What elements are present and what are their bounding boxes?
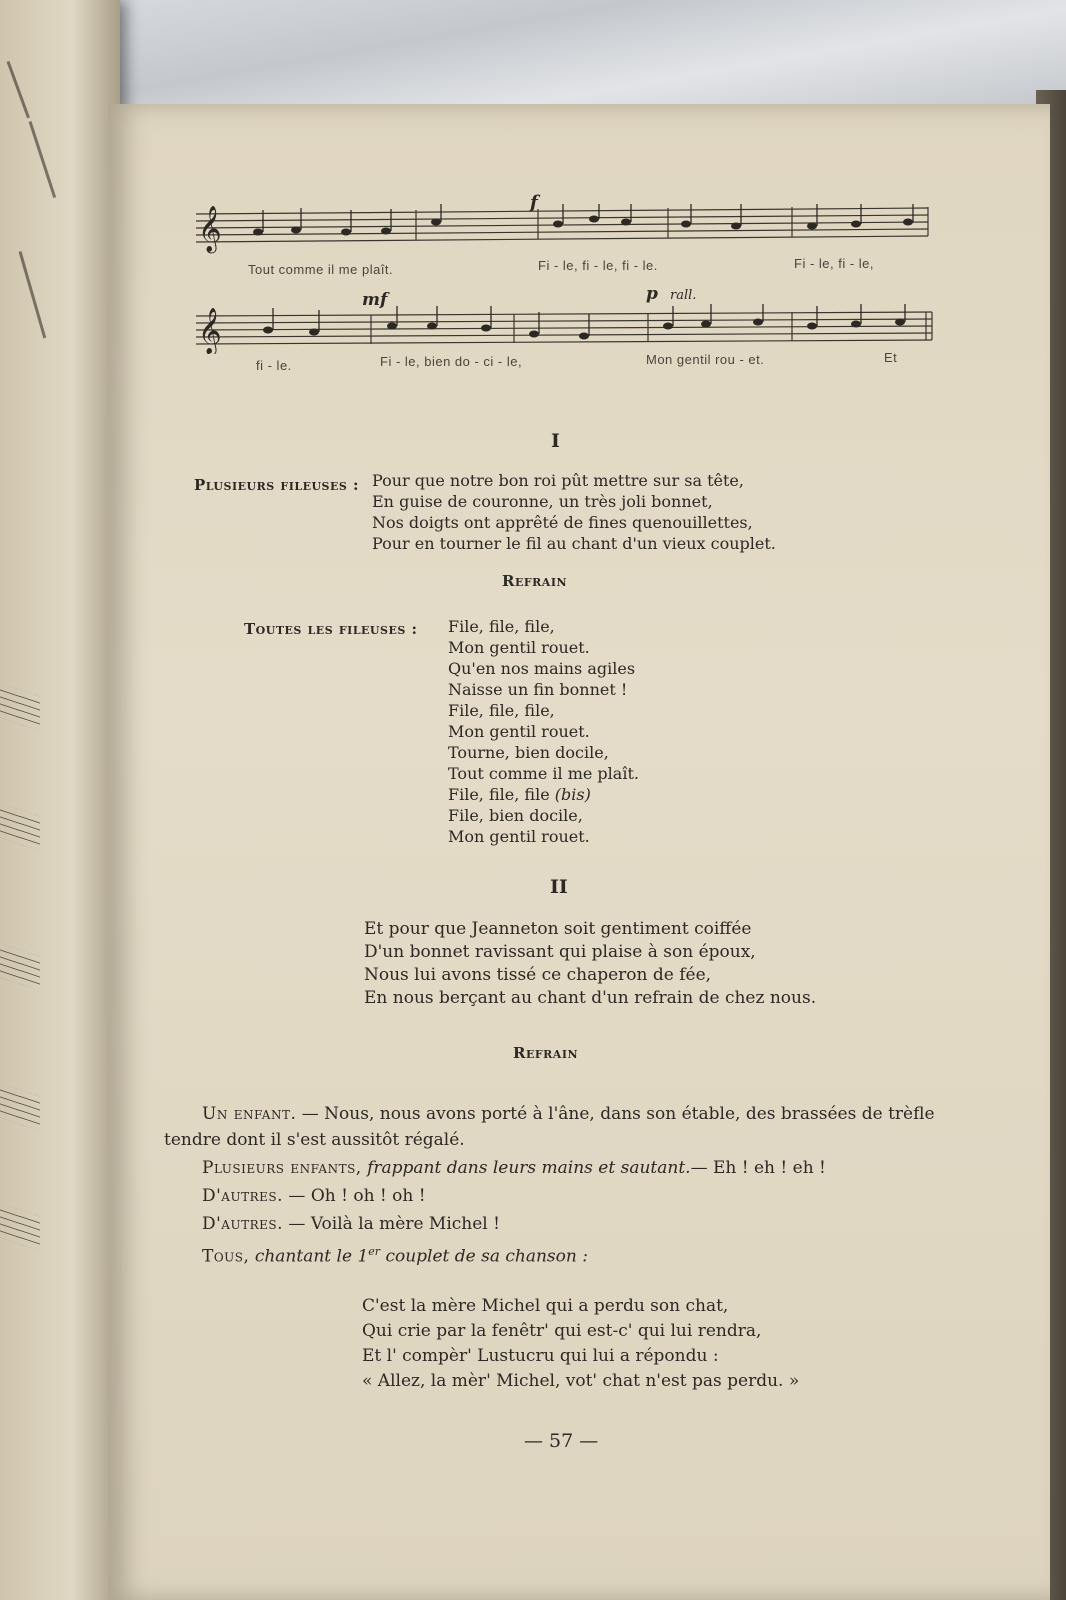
refrain-line: Qu'en nos mains agiles	[448, 659, 636, 678]
stage-direction: frappant dans leurs mains et sautant.	[361, 1158, 691, 1178]
dialogue-tous	[202, 1238, 588, 1271]
refrain-line: Mon gentil rouet.	[448, 722, 590, 741]
song-mere-michel	[362, 1294, 799, 1394]
refrain-line: Naisse un fin bonnet !	[448, 680, 628, 699]
verse-line: En guise de couronne, un très joli bonnet,	[372, 492, 713, 511]
verse-2-text	[364, 918, 816, 1010]
stage-direction: chantant le	[249, 1246, 358, 1267]
speaker-d-autres: D'autres.	[202, 1214, 284, 1234]
lyric-line-2c: Mon gentil rou - et.	[646, 352, 765, 367]
verse-number-2: II	[550, 876, 568, 898]
dialogue-text: — Voilà la mère Michel !	[283, 1214, 500, 1234]
refrain-line: Mon gentil rouet.	[448, 638, 590, 657]
tempo-rallentando: rall.	[670, 288, 697, 303]
lyric-line-1a: Tout comme il me plaît.	[248, 262, 394, 277]
book-page	[108, 104, 1050, 1600]
facing-page-edge	[0, 0, 120, 1600]
refrain-line: File, file, file,	[448, 617, 555, 636]
dialogue-plusieurs-enfants	[202, 1154, 826, 1182]
song-line: C'est la mère Michel qui a perdu son chat,	[362, 1296, 729, 1316]
speaker-un-enfant: Un enfant.	[202, 1104, 297, 1124]
lyric-line-2d: Et	[884, 350, 898, 365]
lyric-line-2a: fi - le.	[256, 358, 292, 373]
speaker-plusieurs-enfants: Plusieurs enfants,	[202, 1158, 362, 1178]
refrain-heading-2: Refrain	[513, 1044, 579, 1062]
speaker-tous: Tous,	[202, 1246, 250, 1267]
svg-text:𝄞: 𝄞	[198, 206, 222, 252]
refrain-line: Tourne, bien docile,	[448, 743, 609, 762]
refrain-line: File, bien docile,	[448, 806, 583, 825]
verse-line: Pour en tourner le fil au chant d'un vieux couplet.	[372, 534, 776, 553]
dynamic-piano: p	[646, 284, 658, 304]
verse-line: Et pour que Jeanneton soit gentiment coiffée	[364, 919, 752, 939]
verse-line: Nos doigts ont apprêté de fines quenouillettes,	[372, 513, 753, 532]
music-staff-1	[196, 204, 936, 254]
refrain-line: Mon gentil rouet.	[448, 827, 590, 846]
refrain-line-text: File, file, file	[448, 785, 550, 804]
verse-number-1: I	[551, 430, 560, 452]
song-line: « Allez, la mèr' Michel, vot' chat n'est pas perdu. »	[362, 1371, 800, 1391]
verse-line: Nous lui avons tissé ce chaperon de fée,	[364, 965, 712, 985]
refrain-heading-1: Refrain	[502, 572, 568, 590]
speaker-d-autres: D'autres.	[202, 1186, 284, 1206]
verse-1-text	[372, 470, 776, 554]
dialogue-text: — Oh ! oh ! oh !	[283, 1186, 426, 1206]
song-line: Qui crie par la fenêtr' qui est-c' qui lui rendra,	[362, 1321, 762, 1341]
svg-text:𝄞: 𝄞	[198, 308, 222, 354]
dynamic-mezzoforte: mf	[362, 290, 388, 310]
dialogue-text: — Eh ! eh ! eh !	[690, 1158, 826, 1178]
refrain-1-text	[448, 616, 639, 847]
dialogue-un-enfant-cont: tendre dont il s'est aussitôt régalé.	[164, 1130, 465, 1150]
lyric-line-1b: Fi - le, fi - le, fi - le.	[538, 258, 658, 273]
ordinal: 1	[357, 1246, 369, 1267]
dialogue-text: — Nous, nous avons porté à l'âne, dans son étable, des brassées de trèfle	[296, 1104, 935, 1124]
refrain-line: Tout comme il me plaît.	[448, 764, 639, 783]
verse-line: Pour que notre bon roi pût mettre sur sa tête,	[372, 471, 744, 490]
refrain-line: File, file, file,	[448, 701, 555, 720]
verse-line: En nous berçant au chant d'un refrain de chez nous.	[364, 988, 817, 1008]
lyric-line-2b: Fi - le, bien do - ci - le,	[380, 354, 523, 369]
ordinal-suffix: er	[368, 1245, 381, 1258]
dynamic-forte: f	[530, 192, 538, 213]
speaker-toutes-les-fileuses: Toutes les fileuses :	[244, 620, 418, 638]
song-line: Et l' compèr' Lustucru qui lui a répondu :	[362, 1346, 719, 1366]
refrain-line	[448, 784, 639, 805]
lyric-line-1c: Fi - le, fi - le,	[794, 256, 875, 271]
bis-marker: (bis)	[554, 785, 591, 804]
dialogue-un-enfant	[202, 1100, 935, 1128]
dialogue-d-autres-2	[202, 1210, 500, 1238]
speaker-plusieurs-fileuses: Plusieurs fileuses :	[194, 476, 360, 494]
music-staff-2	[196, 304, 936, 354]
page-number: — 57 —	[524, 1430, 599, 1452]
verse-line: D'un bonnet ravissant qui plaise à son époux,	[364, 942, 756, 962]
stage-direction: couplet de sa chanson :	[380, 1246, 588, 1267]
dialogue-d-autres-1	[202, 1182, 426, 1210]
